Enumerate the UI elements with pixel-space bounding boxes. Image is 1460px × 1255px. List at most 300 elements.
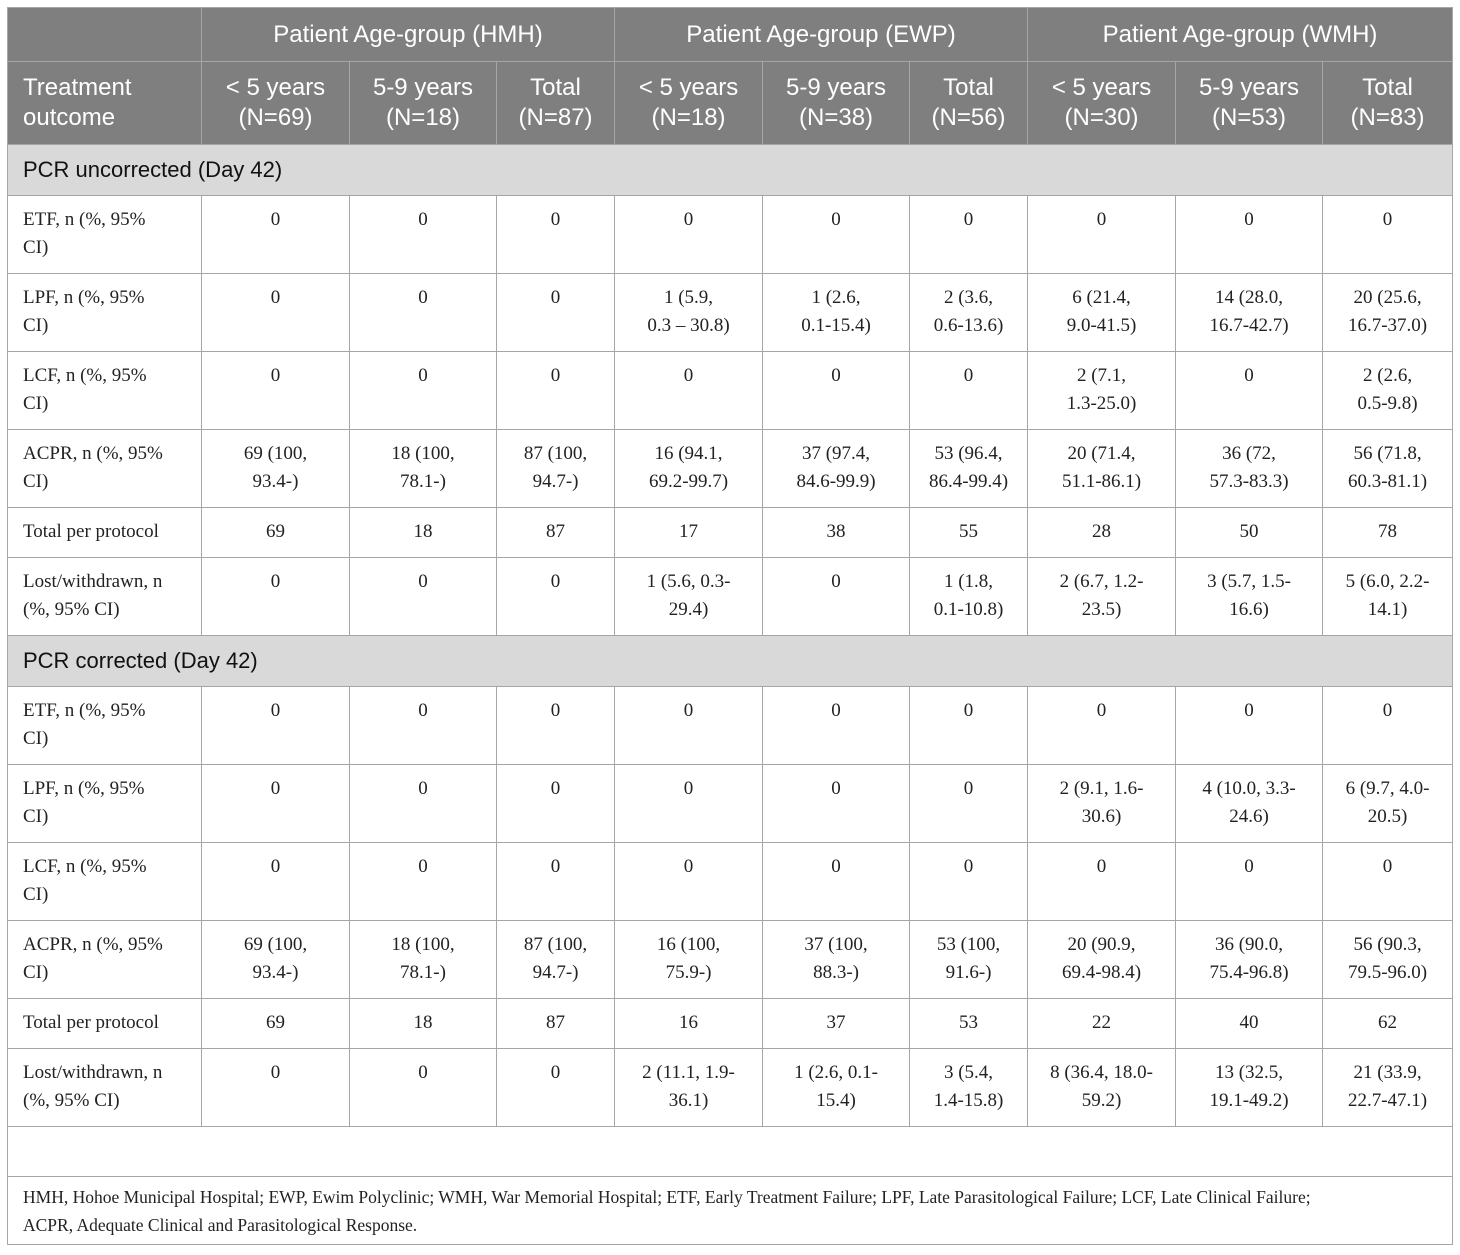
row-label xyxy=(8,765,202,843)
cell-text-line: 23.5) xyxy=(1081,599,1122,620)
table-cell xyxy=(350,1049,497,1127)
table-cell xyxy=(910,1049,1028,1127)
cell-text-line: 0 xyxy=(1244,856,1254,877)
table-cell xyxy=(615,999,763,1049)
header-subcolumn-cell xyxy=(350,62,497,145)
row-label xyxy=(8,430,202,508)
section-title: PCR corrected (Day 42) xyxy=(8,636,1453,687)
cell-text-line: 0 xyxy=(418,1062,428,1083)
table-cell xyxy=(202,843,350,921)
cell-text-line: 0 xyxy=(1382,856,1393,877)
cell-text-line: 1.3-25.0) xyxy=(1066,393,1137,414)
header-subcolumn-cell xyxy=(615,62,763,145)
cell-text-line: 0.1-15.4) xyxy=(801,315,871,336)
cell-text-line: 0 xyxy=(1244,209,1254,230)
cell-text-line: 14 (28.0, xyxy=(1214,287,1284,308)
table-cell xyxy=(615,430,763,508)
table-cell xyxy=(202,1049,350,1127)
table-cell xyxy=(497,508,615,558)
cell-text-line: 0 xyxy=(1382,700,1393,721)
cell-text-line: CI) xyxy=(23,315,49,336)
header-group-cell: Patient Age-group (WMH) xyxy=(1028,8,1453,62)
cell-text-line: (%, 95% CI) xyxy=(23,599,120,620)
header-corner-cell xyxy=(8,8,202,62)
cell-text-line: 88.3-) xyxy=(813,962,859,983)
cell-text-line: ACPR, Adequate Clinical and Parasitological Response. xyxy=(23,1214,418,1235)
cell-text-line: 0 xyxy=(550,700,561,721)
cell-text-line: < 5 years xyxy=(638,74,739,101)
cell-text-line: Total per protocol xyxy=(23,1012,159,1033)
cell-text-line: 37 (100, xyxy=(804,934,868,955)
cell-text-line: 87 xyxy=(546,521,566,542)
header-subcolumn-row xyxy=(8,62,1453,145)
cell-text-line: 0 xyxy=(270,856,281,877)
cell-text-line: 21 (33.9, xyxy=(1353,1062,1422,1083)
cell-text-line: 69 xyxy=(266,1012,285,1033)
cell-text-line: 59.2) xyxy=(1081,1090,1122,1111)
cell-text-line: 13 (32.5, xyxy=(1214,1062,1284,1083)
table-cell xyxy=(910,765,1028,843)
cell-text-line: CI) xyxy=(23,237,49,258)
cell-text-line: (N=30) xyxy=(1064,104,1139,131)
cell-text-line: 87 xyxy=(546,1012,566,1033)
cell-text-line: 16 (94.1, xyxy=(654,443,723,464)
cell-text-line: 5-9 years xyxy=(786,74,887,101)
cell-text-line: 2 (9.1, 1.6- xyxy=(1059,778,1144,799)
table-cell xyxy=(763,430,910,508)
cell-text-line: 51.1-86.1) xyxy=(1061,471,1142,492)
cell-text-line: 36 (90.0, xyxy=(1214,934,1284,955)
table-row xyxy=(8,687,1453,765)
cell-text-line: 86.4-99.4) xyxy=(928,471,1009,492)
header-subcolumn-cell xyxy=(763,62,910,145)
cell-text-line: 0 xyxy=(683,700,694,721)
section-header-row xyxy=(8,636,1453,687)
cell-text-line: 0 xyxy=(963,209,974,230)
cell-text-line: 0 xyxy=(550,1062,561,1083)
table-header xyxy=(8,8,1453,145)
header-group-cell: Patient Age-group (EWP) xyxy=(615,8,1028,62)
header-subcolumn-cell xyxy=(1323,62,1453,145)
cell-text-line: 0 xyxy=(418,700,428,721)
table-cell xyxy=(1176,558,1323,636)
cell-text-line: (N=53) xyxy=(1212,104,1287,131)
cell-text-line: 14.1) xyxy=(1367,599,1408,620)
table-row xyxy=(8,1049,1453,1127)
cell-text-line: 20.5) xyxy=(1367,806,1408,827)
cell-text-line: 37 (97.4, xyxy=(801,443,871,464)
cell-text-line: 1.4-15.8) xyxy=(933,1090,1004,1111)
cell-text-line: HMH, Hohoe Municipal Hospital; EWP, Ewim Polyclinic; WMH, War Memorial Hospital; ETF, Early Treatment Failure; LPF, Late Parasitological Failure; LCF, Late Clinical Failure; xyxy=(23,1186,1311,1207)
cell-text-line: 16.7-37.0) xyxy=(1347,315,1428,336)
table-cell xyxy=(202,196,350,274)
cell-text-line: (N=87) xyxy=(518,104,593,131)
footnote-row xyxy=(8,1177,1453,1245)
cell-text-line: 53 (96.4, xyxy=(934,443,1003,464)
cell-text-line: (N=83) xyxy=(1350,104,1425,131)
cell-text-line: 0 xyxy=(831,209,841,230)
table-cell xyxy=(1176,274,1323,352)
cell-text-line: Lost/withdrawn, n xyxy=(23,1062,163,1083)
cell-text-line: 2 (7.1, xyxy=(1076,365,1127,386)
table-cell xyxy=(1028,1049,1176,1127)
cell-text-line: 6 (21.4, xyxy=(1072,287,1131,308)
cell-text-line: 5-9 years xyxy=(1199,74,1300,101)
cell-text-line: 20 (71.4, xyxy=(1067,443,1136,464)
cell-text-line: 20 (25.6, xyxy=(1353,287,1422,308)
cell-text-line: 69 (100, xyxy=(243,934,308,955)
row-label xyxy=(8,352,202,430)
cell-text-line: 0 xyxy=(1244,365,1254,386)
cell-text-line: 57.3-83.3) xyxy=(1209,471,1289,492)
table-cell xyxy=(763,765,910,843)
table-cell xyxy=(910,921,1028,999)
table-cell xyxy=(202,999,350,1049)
table-cell xyxy=(497,430,615,508)
table-cell xyxy=(350,765,497,843)
table-cell xyxy=(615,921,763,999)
table-cell xyxy=(497,352,615,430)
table-cell xyxy=(1028,352,1176,430)
cell-text-line: 0 xyxy=(550,209,561,230)
cell-text-line: 0 xyxy=(418,856,428,877)
table-cell xyxy=(763,352,910,430)
cell-text-line: 53 xyxy=(959,1012,979,1033)
cell-text-line: 50 xyxy=(1239,521,1259,542)
table-cell xyxy=(910,196,1028,274)
table-cell xyxy=(350,999,497,1049)
table-cell xyxy=(1176,999,1323,1049)
table-row xyxy=(8,843,1453,921)
cell-text-line: 36.1) xyxy=(668,1090,709,1111)
table-cell xyxy=(763,274,910,352)
cell-text-line: 0 xyxy=(1096,700,1107,721)
cell-text-line: 2 (2.6, xyxy=(1363,365,1413,386)
row-label xyxy=(8,508,202,558)
table-cell xyxy=(1176,430,1323,508)
cell-text-line: 0 xyxy=(963,700,974,721)
cell-text-line: 0 xyxy=(683,209,694,230)
cell-text-line: 0 xyxy=(831,778,841,799)
cell-text-line: 16.7-42.7) xyxy=(1209,315,1289,336)
cell-text-line: ETF, n (%, 95% xyxy=(23,209,146,230)
cell-text-line: 78 xyxy=(1378,521,1398,542)
table-cell xyxy=(350,921,497,999)
table-cell xyxy=(202,921,350,999)
cell-text-line: 60.3-81.1) xyxy=(1347,471,1428,492)
cell-text-line: 18 (100, xyxy=(391,443,455,464)
table-cell xyxy=(1323,687,1453,765)
cell-text-line: 0 xyxy=(831,365,841,386)
cell-text-line: 94.7-) xyxy=(532,962,579,983)
table-cell xyxy=(615,687,763,765)
cell-text-line: 0 xyxy=(831,571,841,592)
cell-text-line: 38 xyxy=(826,521,846,542)
table-cell xyxy=(910,508,1028,558)
table-cell xyxy=(615,1049,763,1127)
table-cell xyxy=(350,508,497,558)
table-body xyxy=(8,145,1453,1245)
cell-text-line: 78.1-) xyxy=(400,471,446,492)
header-subcolumn-cell xyxy=(1028,62,1176,145)
cell-text-line: 69.2-99.7) xyxy=(648,471,729,492)
cell-text-line: 5 (6.0, 2.2- xyxy=(1345,571,1430,592)
results-table-container xyxy=(7,7,1452,1245)
table-row xyxy=(8,196,1453,274)
footnote xyxy=(8,1177,1453,1245)
cell-text-line: 0 xyxy=(550,778,561,799)
table-cell xyxy=(1323,1049,1453,1127)
table-cell xyxy=(1323,999,1453,1049)
table-cell xyxy=(1323,765,1453,843)
cell-text-line: LPF, n (%, 95% xyxy=(23,778,145,799)
row-label xyxy=(8,921,202,999)
table-cell xyxy=(202,352,350,430)
cell-text-line: 2 (11.1, 1.9- xyxy=(642,1062,735,1083)
cell-text-line: (%, 95% CI) xyxy=(23,1090,120,1111)
cell-text-line: 0 xyxy=(831,856,841,877)
cell-text-line: 91.6-) xyxy=(945,962,992,983)
table-cell xyxy=(763,687,910,765)
cell-text-line: 0 xyxy=(270,700,281,721)
cell-text-line: 0 xyxy=(550,571,561,592)
table-cell xyxy=(1028,196,1176,274)
cell-text-line: 0 xyxy=(1096,209,1107,230)
table-cell xyxy=(350,274,497,352)
table-cell xyxy=(1323,196,1453,274)
cell-text-line: < 5 years xyxy=(225,74,326,101)
cell-text-line: 16.6) xyxy=(1229,599,1269,620)
table-cell xyxy=(1176,687,1323,765)
cell-text-line: 30.6) xyxy=(1081,806,1122,827)
cell-text-line: 93.4-) xyxy=(252,962,299,983)
table-cell xyxy=(202,430,350,508)
cell-text-line: (N=69) xyxy=(238,104,313,131)
cell-text-line: Total xyxy=(1362,74,1413,101)
table-cell xyxy=(615,352,763,430)
table-cell xyxy=(202,558,350,636)
table-cell xyxy=(350,352,497,430)
cell-text-line: 24.6) xyxy=(1229,806,1269,827)
cell-text-line: 8 (36.4, 18.0- xyxy=(1050,1062,1153,1083)
cell-text-line: 0 xyxy=(963,856,974,877)
cell-text-line: 4 (10.0, 3.3- xyxy=(1202,778,1296,799)
cell-text-line: 0 xyxy=(683,778,694,799)
cell-text-line: 93.4-) xyxy=(252,471,299,492)
table-cell xyxy=(615,196,763,274)
table-cell xyxy=(1176,921,1323,999)
cell-text-line: 0 xyxy=(270,1062,281,1083)
cell-text-line: (N=18) xyxy=(385,104,461,131)
cell-text-line: outcome xyxy=(23,104,116,131)
table-cell xyxy=(910,999,1028,1049)
table-cell xyxy=(615,508,763,558)
table-cell xyxy=(497,921,615,999)
table-cell xyxy=(202,687,350,765)
cell-text-line: 0 xyxy=(963,778,974,799)
cell-text-line: 5-9 years xyxy=(372,74,474,101)
cell-text-line: 87 (100, xyxy=(523,443,588,464)
cell-text-line: 62 xyxy=(1378,1012,1398,1033)
table-cell xyxy=(1323,274,1453,352)
cell-text-line: CI) xyxy=(23,806,49,827)
cell-text-line: 17 xyxy=(679,521,699,542)
cell-text-line: 20 (90.9, xyxy=(1067,934,1136,955)
table-row xyxy=(8,558,1453,636)
cell-text-line: 0.3 – 30.8) xyxy=(647,315,730,336)
cell-text-line: 56 (71.8, xyxy=(1353,443,1422,464)
cell-text-line: 3 (5.7, 1.5- xyxy=(1207,571,1291,592)
table-cell xyxy=(1323,558,1453,636)
table-row xyxy=(8,765,1453,843)
cell-text-line: CI) xyxy=(23,962,49,983)
table-cell xyxy=(763,196,910,274)
header-subcolumn-cell xyxy=(497,62,615,145)
cell-text-line: 16 (100, xyxy=(656,934,721,955)
row-label xyxy=(8,687,202,765)
cell-text-line: Lost/withdrawn, n xyxy=(23,571,163,592)
table-cell xyxy=(1176,508,1323,558)
cell-text-line: LCF, n (%, 95% xyxy=(23,856,147,877)
cell-text-line: 0 xyxy=(270,365,281,386)
cell-text-line: 0 xyxy=(270,571,281,592)
treatment-outcome-header xyxy=(8,62,202,145)
table-row xyxy=(8,999,1453,1049)
cell-text-line: CI) xyxy=(23,728,49,749)
cell-text-line: 0 xyxy=(683,856,694,877)
cell-text-line: 69 xyxy=(266,521,285,542)
cell-text-line: 0.6-13.6) xyxy=(933,315,1004,336)
table-cell xyxy=(910,558,1028,636)
table-cell xyxy=(1028,687,1176,765)
cell-text-line: 0 xyxy=(831,700,841,721)
cell-text-line: 18 (100, xyxy=(391,934,455,955)
table-cell xyxy=(615,274,763,352)
table-row xyxy=(8,352,1453,430)
header-group-cell: Patient Age-group (HMH) xyxy=(202,8,615,62)
cell-text-line: 9.0-41.5) xyxy=(1066,315,1137,336)
cell-text-line: < 5 years xyxy=(1051,74,1152,101)
cell-text-line: 2 (6.7, 1.2- xyxy=(1059,571,1144,592)
table-cell xyxy=(497,765,615,843)
cell-text-line: 0 xyxy=(418,571,428,592)
row-label xyxy=(8,843,202,921)
table-cell xyxy=(497,999,615,1049)
table-cell xyxy=(910,352,1028,430)
table-cell xyxy=(1176,765,1323,843)
cell-text-line: 22.7-47.1) xyxy=(1347,1090,1428,1111)
cell-text-line: 40 xyxy=(1239,1012,1259,1033)
cell-text-line: ACPR, n (%, 95% xyxy=(23,934,163,955)
table-cell xyxy=(910,843,1028,921)
table-cell xyxy=(497,1049,615,1127)
header-subcolumn-cell xyxy=(1176,62,1323,145)
cell-text-line: Treatment xyxy=(23,74,132,101)
table-cell xyxy=(1176,196,1323,274)
table-cell xyxy=(763,921,910,999)
cell-text-line: 0 xyxy=(550,856,561,877)
cell-text-line: 0 xyxy=(270,778,281,799)
cell-text-line: 87 (100, xyxy=(523,934,588,955)
table-cell xyxy=(1028,508,1176,558)
table-cell xyxy=(497,196,615,274)
table-cell xyxy=(763,843,910,921)
table-cell xyxy=(202,508,350,558)
table-cell xyxy=(910,430,1028,508)
cell-text-line: LPF, n (%, 95% xyxy=(23,287,145,308)
cell-text-line: 0 xyxy=(418,365,428,386)
table-cell xyxy=(763,999,910,1049)
treatment-outcome-table xyxy=(7,7,1453,1245)
cell-text-line: 36 (72, xyxy=(1222,443,1276,464)
table-cell xyxy=(1028,765,1176,843)
table-cell xyxy=(1028,921,1176,999)
cell-text-line: 16 xyxy=(679,1012,699,1033)
spacer-row xyxy=(8,1127,1453,1177)
cell-text-line: 1 (2.6, xyxy=(811,287,861,308)
cell-text-line: 0 xyxy=(550,365,561,386)
table-cell xyxy=(1176,843,1323,921)
cell-text-line: 1 (1.8, xyxy=(943,571,994,592)
table-cell xyxy=(497,687,615,765)
cell-text-line: 0.1-10.8) xyxy=(933,599,1004,620)
cell-text-line: 0 xyxy=(683,365,694,386)
table-cell xyxy=(763,558,910,636)
cell-text-line: 2 (3.6, xyxy=(943,287,994,308)
cell-text-line: Total per protocol xyxy=(23,521,159,542)
table-cell xyxy=(350,687,497,765)
table-cell xyxy=(615,558,763,636)
table-cell xyxy=(350,558,497,636)
table-cell xyxy=(1028,843,1176,921)
cell-text-line: (N=18) xyxy=(651,104,726,131)
table-cell xyxy=(1176,1049,1323,1127)
cell-text-line: 56 (90.3, xyxy=(1353,934,1422,955)
table-row xyxy=(8,508,1453,558)
cell-text-line: 84.6-99.9) xyxy=(796,471,876,492)
cell-text-line: 0 xyxy=(418,209,428,230)
cell-text-line: 0 xyxy=(1244,700,1254,721)
cell-text-line: 0 xyxy=(1382,209,1393,230)
cell-text-line: ETF, n (%, 95% xyxy=(23,700,146,721)
table-cell xyxy=(202,765,350,843)
table-cell xyxy=(1323,508,1453,558)
row-label xyxy=(8,274,202,352)
table-row xyxy=(8,430,1453,508)
header-subcolumn-cell xyxy=(910,62,1028,145)
table-cell xyxy=(1323,843,1453,921)
table-cell xyxy=(1028,558,1176,636)
table-cell xyxy=(910,687,1028,765)
cell-text-line: 18 xyxy=(413,521,433,542)
cell-text-line: 18 xyxy=(413,1012,433,1033)
cell-text-line: 0 xyxy=(550,287,561,308)
cell-text-line: 6 (9.7, 4.0- xyxy=(1345,778,1430,799)
table-cell xyxy=(615,843,763,921)
cell-text-line: 0.5-9.8) xyxy=(1357,393,1418,414)
table-cell xyxy=(1028,999,1176,1049)
cell-text-line: 1 (2.6, 0.1- xyxy=(794,1062,878,1083)
cell-text-line: 1 (5.6, 0.3- xyxy=(646,571,731,592)
cell-text-line: Total xyxy=(530,74,581,101)
row-label xyxy=(8,999,202,1049)
header-subcolumn-cell xyxy=(202,62,350,145)
cell-text-line: 0 xyxy=(270,287,281,308)
table-cell xyxy=(1323,352,1453,430)
cell-text-line: 19.1-49.2) xyxy=(1209,1090,1289,1111)
cell-text-line: 69.4-98.4) xyxy=(1061,962,1142,983)
cell-text-line: 22 xyxy=(1092,1012,1112,1033)
